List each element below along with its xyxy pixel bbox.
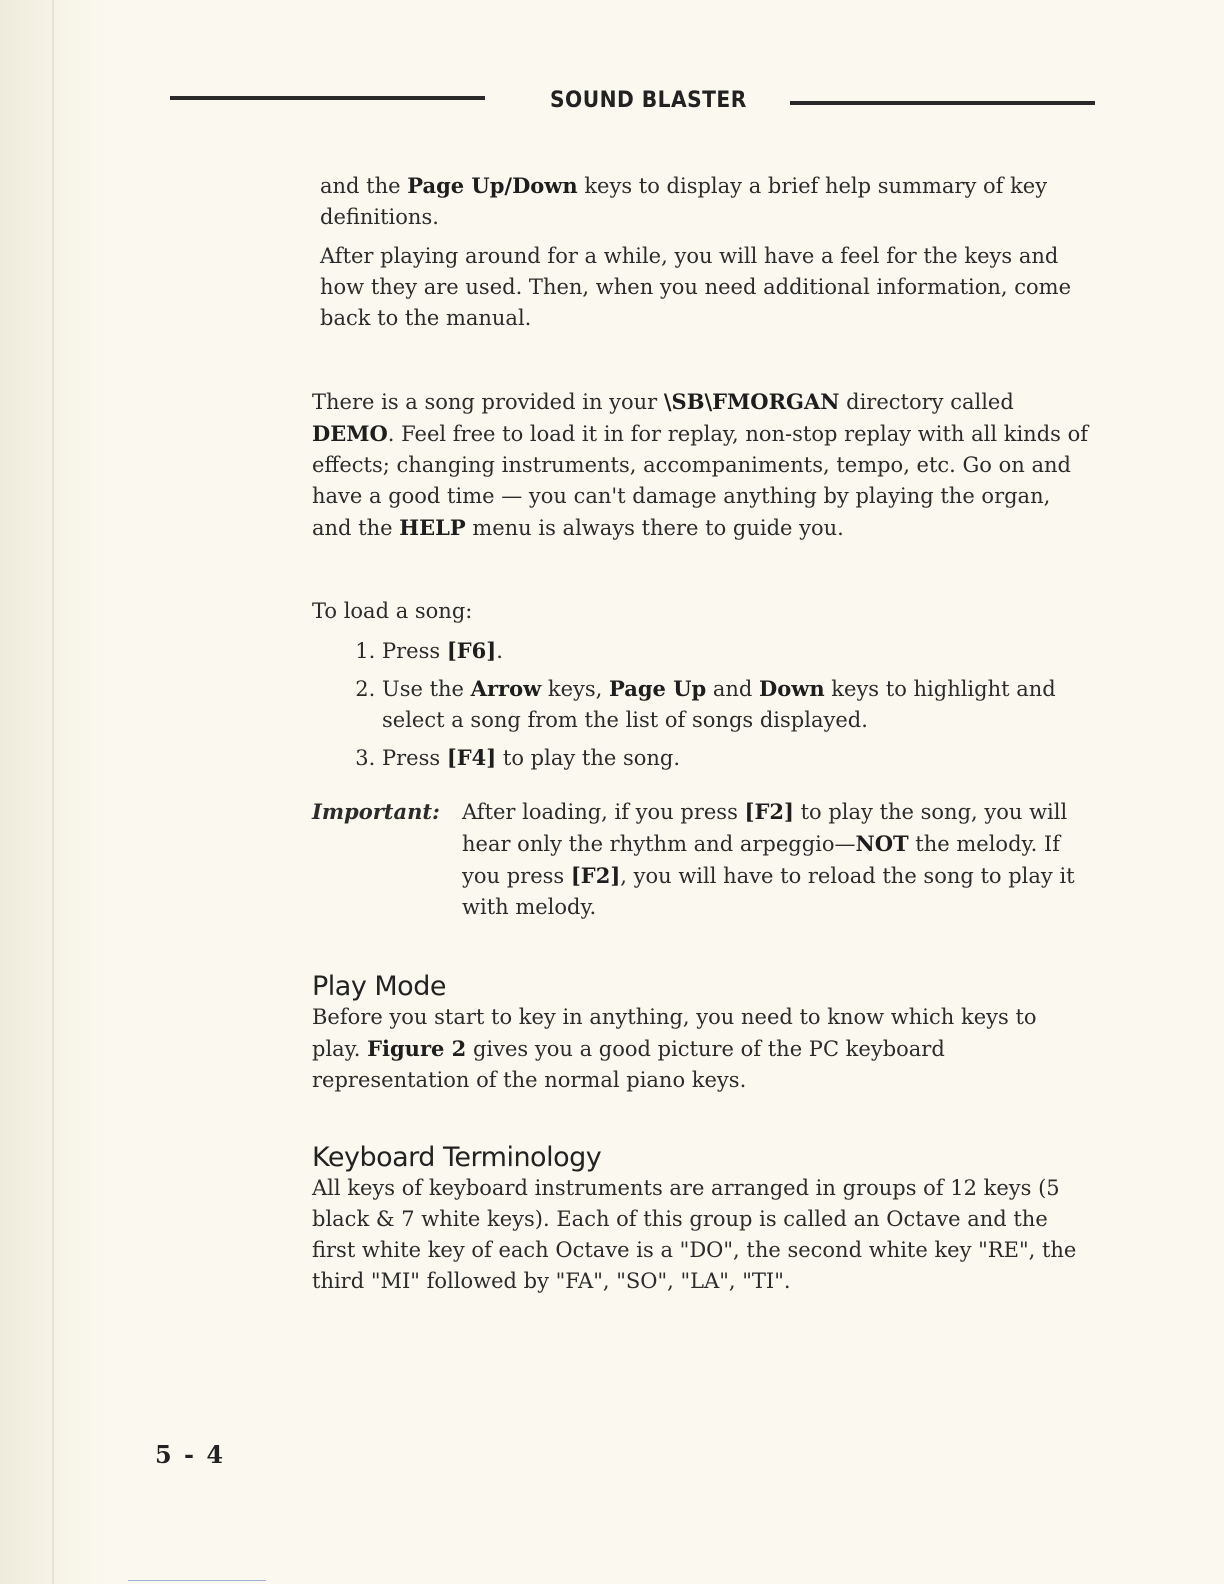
list-item: 2. Use the Arrow keys, Page Up and Down keys to highlight and select a song from the list of songs displayed. [382, 673, 1090, 736]
page-up-down-keys: Page Up/Down [407, 173, 578, 198]
important-note [312, 796, 1090, 923]
load-song-intro: To load a song: [312, 599, 473, 623]
intro-paragraph-1: and the Page Up/Down keys to display a brief help summary of key definitions. [320, 173, 1048, 229]
keyboard-terminology-heading: Keyboard Terminology [312, 1142, 602, 1173]
figure-reference: Figure 2 [367, 1036, 467, 1061]
important-text: After loading, if you press [F2] to play the song, you will hear only the rhythm and arpeggio—NOT the melody. If you press [F2], you will have to reload the song to play it with melody. [462, 799, 1075, 919]
list-item: 1. Press [F6]. [382, 635, 1090, 667]
header-rule-right [790, 101, 1095, 105]
keyboard-terminology-paragraph: All keys of keyboard instruments are arranged in groups of 12 keys (5 black & 7 white keys). Each of this group is called an Octave and the first white key of each Octave is a "DO", the second white key "RE", the third "MI" followed by "FA", "SO", "LA", "TI". [312, 1176, 1077, 1293]
footer-line [128, 1580, 266, 1581]
binding-line [52, 0, 54, 1584]
page-content [312, 170, 1090, 1297]
important-label: Important: [312, 799, 440, 824]
binding-shadow [0, 0, 110, 1584]
header-title: SOUND BLASTER [550, 88, 747, 113]
fmorgan-directory: \SB\FMORGAN [663, 389, 840, 414]
demo-paragraph: There is a song provided in your \SB\FMORGAN directory called DEMO. Feel free to load it in for replay, non-stop replay with all kinds of effects; changing instruments, accompaniments, tempo, etc. Go on and have a good time — you can't damage anything by playing the organ, and the HELP menu is always there to guide you. [312, 389, 1089, 540]
page-number: 5 - 4 [155, 1440, 226, 1469]
demo-song-name: DEMO [312, 421, 388, 446]
play-mode-heading: Play Mode [312, 971, 446, 1002]
help-menu-name: HELP [399, 515, 466, 540]
intro-paragraph-2: After playing around for a while, you will have a feel for the keys and how they are used. Then, when you need additional information, come back to the manual. [320, 244, 1072, 330]
load-song-steps [312, 635, 1090, 774]
header-rule-left [170, 96, 485, 100]
list-item: 3. Press [F4] to play the song. [382, 742, 1090, 774]
play-mode-paragraph: Before you start to key in anything, you need to know which keys to play. Figure 2 gives you a good picture of the PC keyboard representation of the normal piano keys. [312, 1005, 1037, 1092]
page-header [170, 88, 1095, 124]
